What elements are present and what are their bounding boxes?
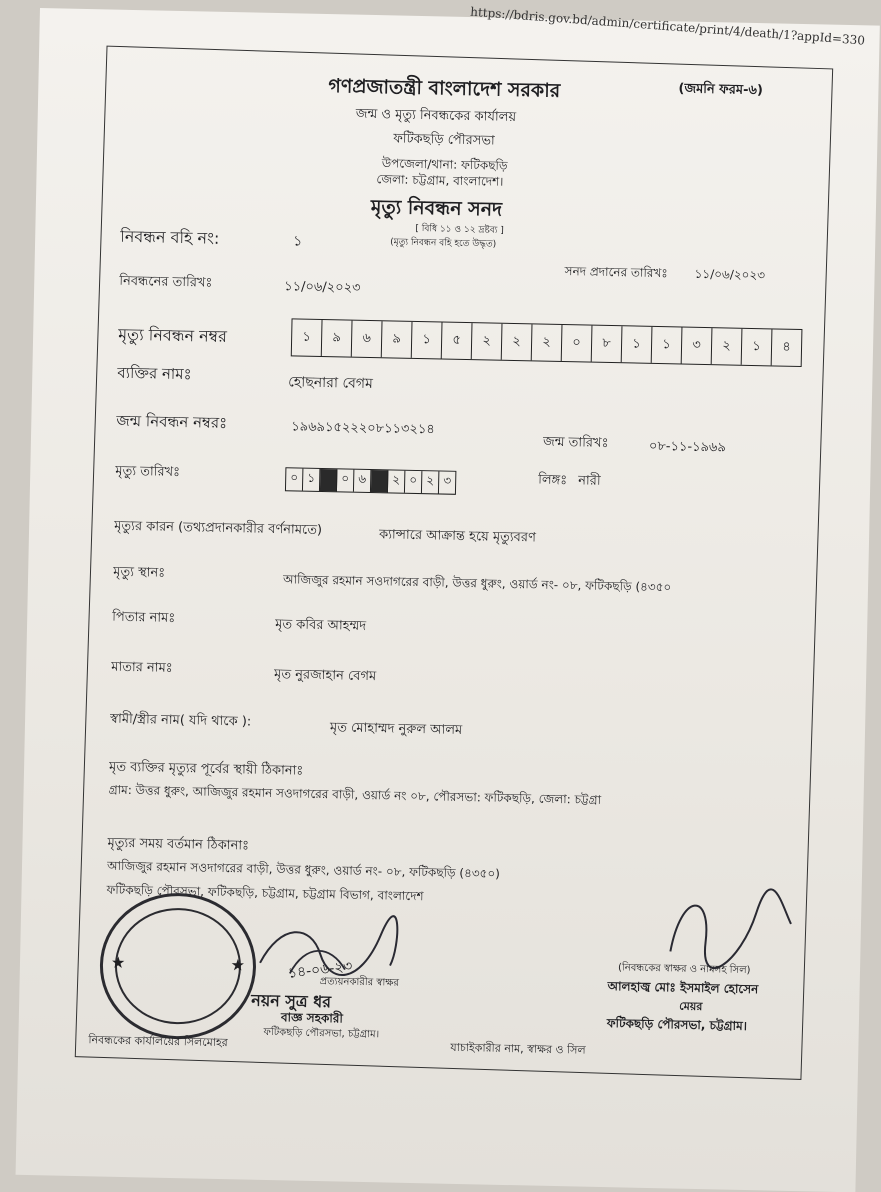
- current-address-line2: ফটিকছড়ি পৌরসভা, ফটিকছড়ি, চট্টগ্রাম, চট্টগ্রাম বিভাগ, বাংলাদেশ: [106, 882, 424, 904]
- register-book-value: ১: [293, 233, 303, 250]
- death-date-digit: ২: [422, 471, 439, 493]
- verifier-sign-date: ১৪-০৬-২৩: [287, 958, 354, 982]
- death-reg-digit: ৯: [322, 320, 353, 357]
- death-reg-digit: ২: [712, 328, 743, 365]
- death-date-digit: ৩: [443, 473, 452, 488]
- form-number: (জমনি ফরম-৬): [678, 81, 764, 99]
- death-date-label: মৃত্যু তারিখঃ: [115, 463, 181, 481]
- verifier-office: ফটিকছড়ি পৌরসভা, চট্টগ্রাম।: [263, 1026, 380, 1041]
- registrar-sign-label: (নিবন্ধকের স্বাক্ষর ও নামসহ সিল): [617, 962, 751, 977]
- death-reg-digit: ২: [502, 324, 533, 361]
- cause-value: ক্যান্সারে আক্রান্ত হয়ে মৃত্যুবরণ: [378, 527, 537, 546]
- certificate-sheet: [16, 4, 880, 1192]
- office-name: জন্ম ও মৃত্যু নিবন্ধকের কার্যালয়: [355, 106, 517, 125]
- certificate-title: মৃত্যু নিবন্ধন সনদ: [370, 195, 503, 221]
- mother-name: মৃত নুরজাহান বেগম: [273, 667, 377, 685]
- registration-date-value: ১১/০৬/২০২৩: [284, 279, 361, 296]
- birth-reg-label: জন্ম নিবন্ধন নম্বরঃ: [116, 411, 228, 433]
- issue-date-label: সনদ প্রদানের তারিখঃ: [564, 264, 668, 281]
- registrar-title: মেয়র: [679, 999, 703, 1014]
- cause-label: মৃত্যুর কারন (তথ্যপ্রদানকারীর বর্ণনামতে): [114, 518, 323, 539]
- current-address-line1: আজিজুর রহমান সওদাগরের বাড়ী, উত্তর ধুরুং, ওয়ার্ড নং- ০৮, ফটিকছড়ি (৪৩৫০): [106, 858, 501, 881]
- registrar-signature-scribble: [660, 881, 802, 974]
- death-reg-digit: ৯: [382, 321, 413, 358]
- place-label: মৃত্যু স্থানঃ: [113, 564, 166, 581]
- death-reg-digit: ১: [652, 327, 683, 364]
- office-round-seal: ★ ★: [98, 891, 257, 1040]
- death-reg-digit: ৮: [592, 326, 623, 363]
- death-reg-digit: ৩: [682, 328, 713, 365]
- death-date-digit: ২: [388, 470, 405, 492]
- birth-reg-number: ১৯৬৯১৫২২২০৮১১৩২১৪: [291, 419, 435, 438]
- death-date-digit: ১: [303, 469, 320, 491]
- death-reg-digit: ১: [292, 319, 323, 356]
- person-name: হোছনারা বেগম: [288, 374, 374, 393]
- father-name: মৃত কবির আহম্মদ: [274, 617, 367, 634]
- rule-reference: [ বিধি ১১ ও ১২ দ্রষ্টব্য ]: [415, 223, 504, 236]
- permanent-address: গ্রাম: উত্তর ধুরুং, আজিজুর রহমান সওদাগরের বাড়ী, ওয়ার্ড নং ০৮, পৌরসভা: ফটিকছড়ি, জেলা: চট্টগ্রা: [108, 782, 602, 807]
- death-date-grid: [285, 467, 456, 495]
- current-address-label: মৃত্যুর সময় বর্তমান ঠিকানাঃ: [107, 835, 250, 854]
- death-reg-digit: ১: [622, 326, 653, 363]
- extract-note: (মৃত্যু নিবন্ধন বহি হতে উদ্ধৃত): [390, 237, 497, 250]
- death-date-separator: [371, 470, 388, 492]
- authority-name: ফটিকছড়ি পৌরসভা: [393, 131, 495, 149]
- dob-label: জন্ম তারিখঃ: [542, 434, 609, 451]
- death-reg-digit: ৪: [782, 339, 791, 355]
- gender-label: লিঙ্গঃ: [538, 472, 568, 489]
- spouse-name: মৃত মোহাম্মদ নুরুল আলম: [329, 720, 463, 738]
- registration-date-label: নিবন্ধনের তারিখঃ: [119, 273, 213, 291]
- death-reg-digit: ৫: [442, 322, 473, 359]
- registrar-name: আলহাজ্ব মোঃ ইসমাইল হোসেন: [607, 979, 759, 997]
- verifier-sign-label: প্রত্যয়নকারীর স্বাক্ষর: [319, 976, 400, 989]
- death-reg-digit: ৬: [352, 321, 383, 358]
- district-line: জেলা: চট্টগ্রাম, বাংলাদেশ।: [376, 172, 504, 189]
- verifier-name: নয়ন সুত্র ধর: [251, 990, 332, 1012]
- print-url: https://bdris.gov.bd/admin/certificate/print/4/death/1?appId=330: [469, 4, 866, 48]
- permanent-address-label: মৃত ব্যক্তির মৃত্যুর পূর্বের স্থায়ী ঠিকানাঃ: [108, 759, 304, 779]
- death-date-digit: ০: [405, 471, 422, 493]
- gender-value: নারী: [578, 473, 601, 489]
- death-reg-digit: ২: [472, 323, 503, 360]
- upazila-line: উপজেলা/থানা: ফটিকছড়ি: [381, 156, 508, 173]
- death-reg-digit: ২: [532, 324, 563, 361]
- death-date-digit: ০: [286, 468, 303, 490]
- office-seal-label: নিবন্ধকের কার্যালয়ের সিলমোহর: [88, 1033, 228, 1050]
- death-reg-digit: ১: [412, 322, 443, 359]
- register-book-label: নিবন্ধন বহি নং:: [120, 226, 220, 248]
- death-reg-digit: ১: [742, 329, 773, 366]
- name-label: ব্যক্তির নামঃ: [117, 363, 192, 384]
- death-date-digit: ০: [337, 469, 354, 491]
- dob-value: ০৮-১১-১৯৬৯: [648, 438, 726, 456]
- government-title: গণপ্রজাতন্ত্রী বাংলাদেশ সরকার: [328, 75, 561, 102]
- verifier-title: বাজ্ঞ সহকারী: [280, 1010, 344, 1026]
- death-date-separator: [320, 469, 337, 491]
- death-reg-label: মৃত্যু নিবন্ধন নম্বর: [117, 324, 228, 346]
- death-date-digit: ৬: [354, 470, 371, 492]
- death-reg-digit: ০: [562, 325, 593, 362]
- checker-label: যাচাইকারীর নাম, স্বাক্ষর ও সিল: [450, 1040, 586, 1057]
- father-label: পিতার নামঃ: [112, 609, 176, 626]
- registrar-office: ফটিকছড়ি পৌরসভা, চট্টগ্রাম।: [606, 1016, 748, 1034]
- place-value: আজিজুর রহমান সওদাগরের বাড়ী, উত্তর ধুরুং, ওয়ার্ড নং- ০৮, ফটিকছড়ি (৪৩৫০: [282, 572, 672, 595]
- spouse-label: স্বামী/স্ত্রীর নাম( যদি থাকে ):: [109, 711, 252, 730]
- issue-date-value: ১১/০৬/২০২৩: [694, 266, 766, 283]
- mother-label: মাতার নামঃ: [111, 659, 173, 676]
